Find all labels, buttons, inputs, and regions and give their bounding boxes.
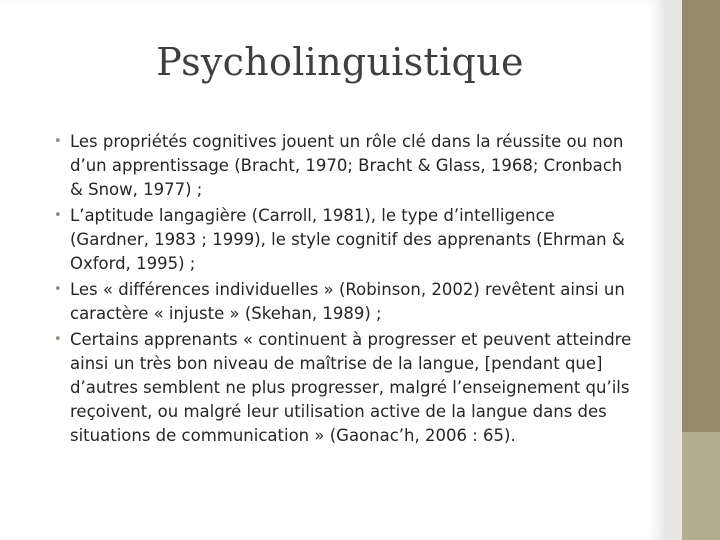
- bullet-item: [52, 278, 637, 326]
- bullet-item: [52, 204, 637, 276]
- bullet-text: Certains apprenants « continuent à progresser et peuvent atteindre ainsi un très bon niveau de maîtrise de la langue, [pendant que] d’autres semblent ne plus progresser, malgré l’enseignement qu’ils reçoivent, ou malgré leur utilisation active de la langue dans des situations de communication » (Gaonac’h, 2006 : 65).: [70, 330, 632, 445]
- bullet-list: [52, 130, 637, 450]
- bullet-dot-icon: •: [54, 208, 62, 223]
- bullet-text: Les propriétés cognitives jouent un rôle clé dans la réussite ou non d’un apprentissage (Bracht, 1970; Bracht & Glass, 1968; Cronbach & Snow, 1977) ;: [70, 132, 624, 199]
- bullet-dot-icon: •: [54, 282, 62, 297]
- bullet-text: Les « différences individuelles » (Robinson, 2002) revêtent ainsi un caractère « injuste » (Skehan, 1989) ;: [70, 280, 625, 323]
- slide-title: Psycholinguistique: [156, 40, 524, 84]
- bullet-item: [52, 328, 637, 448]
- bullet-dot-icon: •: [54, 134, 62, 149]
- bullet-dot-icon: •: [54, 332, 62, 347]
- bullet-item: [52, 130, 637, 202]
- bullet-text: L’aptitude langagière (Carroll, 1981), le type d’intelligence (Gardner, 1983 ; 1999), le style cognitif des apprenants (Ehrman & Oxford, 1995) ;: [70, 206, 625, 273]
- decorative-side-accent: [682, 432, 720, 540]
